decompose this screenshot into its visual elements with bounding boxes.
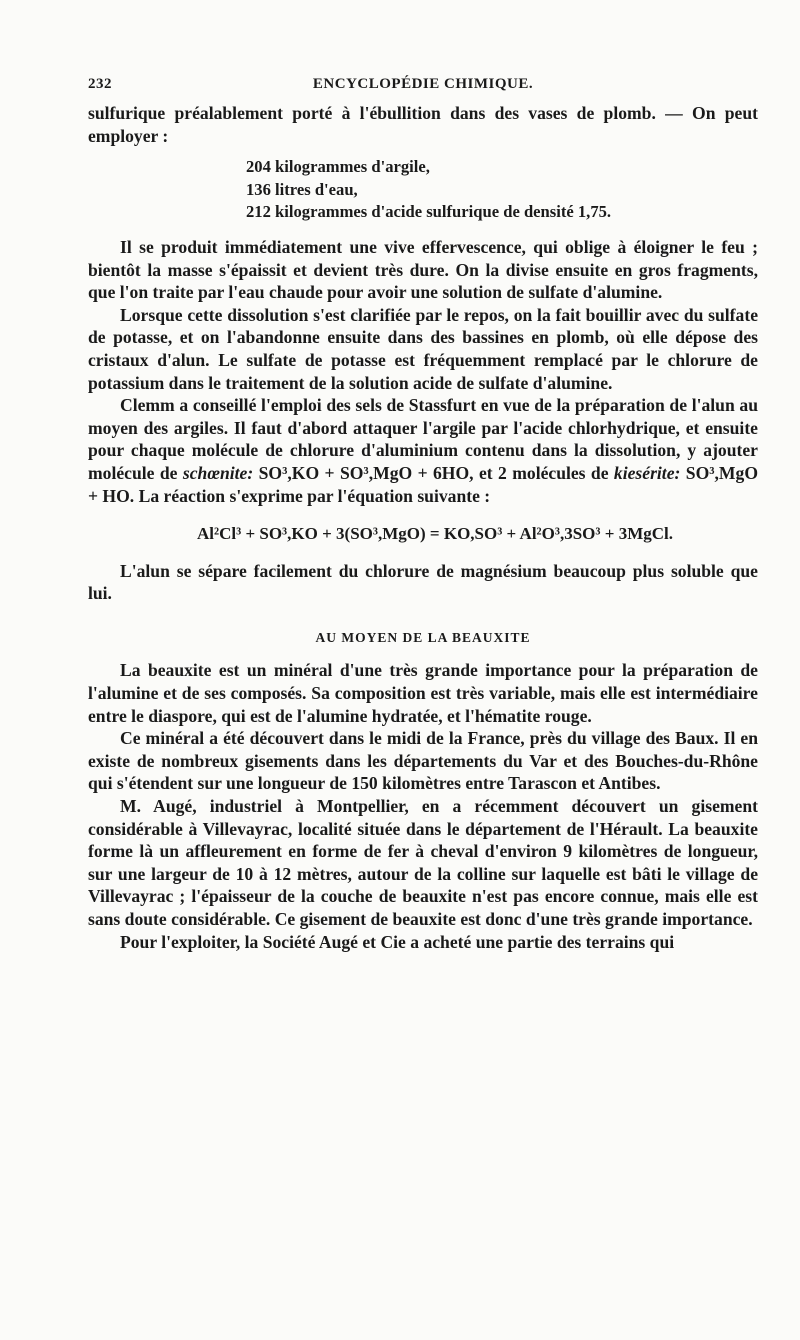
recipe-item: 136 litres d'eau, bbox=[246, 179, 358, 199]
paragraph-alun: L'alun se sépare facilement du chlorure de magnésium beaucoup plus soluble que lui. bbox=[88, 560, 758, 604]
recipe-item: 204 kilogrammes d'argile, bbox=[246, 157, 430, 177]
body-text bbox=[88, 102, 758, 953]
formula-kieserite: SO³,MgO + HO. bbox=[88, 462, 759, 506]
clemm-mid: et 2 molécules de bbox=[478, 462, 609, 483]
page-header bbox=[88, 76, 758, 98]
paragraph-clemm bbox=[88, 394, 758, 507]
section-title: AU MOYEN DE LA BEAUXITE bbox=[315, 629, 531, 645]
paragraph-effervescence: Il se produit immédiatement une vive effervescence, qui oblige à éloigner le feu ; bientôt la masse s'épaissit et devient très dure. On la divise ensuite en gros fragments, que l'on traite par l'eau chaude pour avoir une solution de sulfate d'alumine. bbox=[88, 236, 758, 303]
reaction-equation: Al²Cl³ + SO³,KO + 3(SO³,MgO) = KO,SO³ + Al²O³,3SO³ + 3MgCl. bbox=[197, 524, 673, 544]
paragraph-discovery: Ce minéral a été découvert dans le midi de la France, près du village des Baux. Il en existe de nombreux gisements dans les départements du Var et des Bouches-du-Rhône qui s'étendent sur une longueur de 150 kilomètres entre Tarascon et Antibes. bbox=[88, 728, 758, 794]
term-schoenite: schœnite: bbox=[182, 462, 254, 483]
recipe-item: 212 kilogrammes d'acide sulfurique de densité 1,75. bbox=[246, 202, 612, 222]
paragraph-auge: M. Augé, industriel à Montpellier, en a récemment découvert un gisement considérable à Villevayrac, localité située dans le département de l'Hérault. La beauxite forme là un affleurement en forme de fer à cheval d'environ 9 kilomètres de longueur, sur une largeur de 10 à 12 mètres, autour de la colline sur laquelle est bâti le village de Villevayrac ; l'épaisseur de la couche de beauxite n'est pas encore connue, mais elle est sans doute considérable. Ce gisement de beauxite est donc d'une très grande importance. bbox=[88, 796, 758, 929]
paragraph-exploitation: Pour l'exploiter, la Société Augé et Cie a acheté une partie des terrains qui bbox=[120, 931, 675, 952]
recipe-list bbox=[246, 156, 758, 224]
clemm-intro: Clemm a conseillé l'emploi des sels de Stassfurt en vue de la préparation de l'alun au moyen des argiles. Il faut d'abord attaquer l'argile par l'acide chlorhydrique, et ensuite pour chaque molécule de chlorure d'aluminium contenu dans la dissolution, y ajouter molécule de bbox=[88, 395, 758, 483]
paragraph-continuation: sulfurique préalablement porté à l'ébullition dans des vases de plomb. — On peut employer : bbox=[88, 103, 758, 146]
running-title: ENCYCLOPÉDIE CHIMIQUE. bbox=[312, 76, 534, 92]
formula-schoenite: SO³,KO + SO³,MgO + 6HO, bbox=[258, 462, 474, 483]
clemm-end: La réaction s'exprime par l'équation suivante : bbox=[138, 485, 491, 506]
page-number: 232 bbox=[88, 76, 112, 92]
paragraph-beauxite: La beauxite est un minéral d'une très grande importance pour la préparation de l'alumine et de ses composés. Sa composition est très variable, mais elle est intermédiaire entre le diaspore, qui est de l'alumine hydratée, et l'hématite rouge. bbox=[88, 660, 758, 726]
paragraph-dissolution: Lorsque cette dissolution s'est clarifiée par le repos, on la fait bouillir avec du sulfate de potasse, et on l'abandonne ensuite dans des bassines en plomb, où elle dépose des cristaux d'alun. Le sulfate de potasse est fréquemment remplacé par le chlorure de potassium dans le traitement de la solution acide de sulfate d'alumine. bbox=[88, 304, 758, 393]
term-kieserite: kiesérite: bbox=[613, 462, 681, 483]
